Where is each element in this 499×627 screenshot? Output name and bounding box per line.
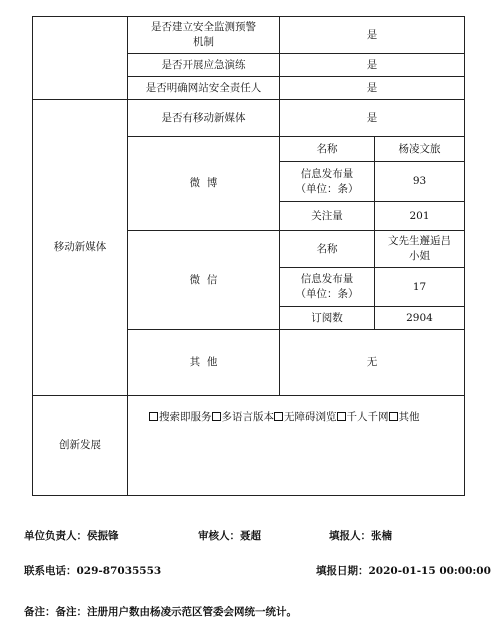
owner-answer: 是 xyxy=(279,76,465,100)
drill-answer: 是 xyxy=(279,53,465,77)
option-search-as-service[interactable]: 搜索即服务 xyxy=(149,410,212,425)
option-personalized[interactable]: 千人千网 xyxy=(337,410,389,425)
checkbox-icon[interactable] xyxy=(212,412,221,421)
weibo-name-label: 名称 xyxy=(279,136,375,162)
owner-question: 是否明确网站安全责任人 xyxy=(127,76,280,100)
unit-leader: 单位负责人：侯振锋 xyxy=(24,530,119,542)
wechat-name-value: 文先生邂逅吕 小姐 xyxy=(374,230,465,268)
monitoring-question: 是否建立安全监测预警 机制 xyxy=(127,16,280,54)
filler: 填报人：张楠 xyxy=(329,530,392,542)
blank-category-cell xyxy=(32,16,128,100)
weibo-followers-label: 关注量 xyxy=(279,201,375,231)
report-date: 填报日期：2020-01-15 00:00:00 xyxy=(316,565,491,577)
checkbox-icon[interactable] xyxy=(149,412,158,421)
checkbox-icon[interactable] xyxy=(389,412,398,421)
wechat-posts-label: 信息发布量 （单位：条） xyxy=(279,267,375,307)
reviewer: 审核人：聂超 xyxy=(198,530,261,542)
option-multilingual[interactable]: 多语言版本 xyxy=(212,410,275,425)
wechat-label: 微 信 xyxy=(127,230,280,330)
wechat-subs-value: 2904 xyxy=(374,306,465,330)
wechat-posts-value: 17 xyxy=(374,267,465,307)
weibo-followers-value: 201 xyxy=(374,201,465,231)
report-table xyxy=(32,16,465,496)
has-mobile-answer: 是 xyxy=(279,99,465,137)
monitoring-answer: 是 xyxy=(279,16,465,54)
other-value: 无 xyxy=(279,329,465,396)
mobile-section-label: 移动新媒体 xyxy=(32,99,128,396)
weibo-posts-label: 信息发布量 （单位：条） xyxy=(279,161,375,202)
checkbox-icon[interactable] xyxy=(337,412,346,421)
weibo-label: 微 博 xyxy=(127,136,280,231)
option-accessibility[interactable]: 无障碍浏览 xyxy=(274,410,337,425)
checkbox-icon[interactable] xyxy=(274,412,283,421)
has-mobile-question: 是否有移动新媒体 xyxy=(127,99,280,137)
other-label: 其 他 xyxy=(127,329,280,396)
wechat-subs-label: 订阅数 xyxy=(279,306,375,330)
drill-question: 是否开展应急演练 xyxy=(127,53,280,77)
innovation-options xyxy=(127,395,465,496)
option-other[interactable]: 其他 xyxy=(389,410,420,425)
wechat-name-label: 名称 xyxy=(279,230,375,268)
remark: 备注：备注：注册用户数由杨凌示范区管委会网统一统计。 xyxy=(24,606,297,618)
innovation-label: 创新发展 xyxy=(32,395,128,496)
contact-phone: 联系电话：029-87035553 xyxy=(24,565,162,577)
weibo-posts-value: 93 xyxy=(374,161,465,202)
weibo-name-value: 杨凌文旅 xyxy=(374,136,465,162)
